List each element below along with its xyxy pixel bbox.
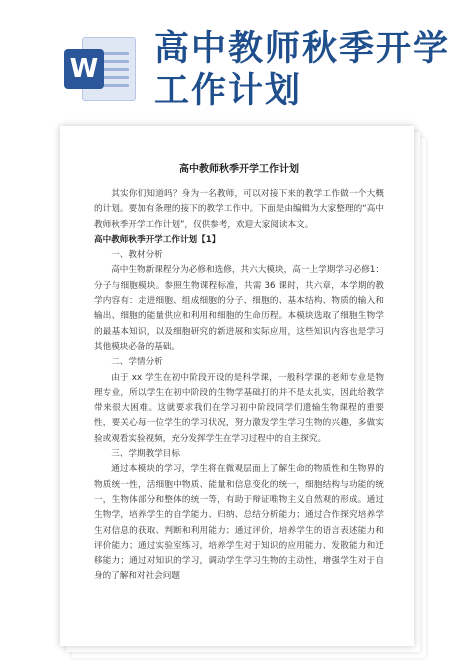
document-title: 高中教师秋季开学工作计划 (179, 164, 299, 175)
section-heading: 一、教材分析 (111, 250, 163, 261)
word-document-icon (58, 33, 138, 103)
word-logo-tile: W (64, 49, 104, 89)
banner-title-line-1: 高中教师秋季开学 (154, 29, 451, 69)
section-heading: 二、学情分析 (111, 357, 163, 368)
section-heading: 三、学期教学目标 (111, 449, 180, 460)
document-page (60, 126, 414, 646)
document-content (94, 160, 384, 585)
section-body: 由于 xx 学生在初中阶段开设的是科学课，一般科学课的老师专业是物理专业，所以学生在初中阶段的生物学基础打的并不是太扎实，因此给教学带来很大困难。这就要求我们在学习初中阶段同学们遗输生物课程的重要性，要关心每一位学生的学习状况，努力激发学生学习生物的兴趣，多做实验或观看实验视频，充分发挥学生在学习过程中的自主探究。 (94, 372, 384, 444)
section-body: 高中生物新课程分为必修和选修，共六大模块，高一上学期学习必修1：分子与细胞模块。参照生物课程标准，共需 36 课时，共六章，本学期的教学内容有：走进细胞、组成细胞的分子、细胞的、基本结构、物质的输入和输出、细胞的能量供应和利用和细胞的生命历程。本模块选取了细胞生物学的最基本知识，以及细胞研究的新进展和实际应用，这些知识内容也是学习其他模块必备的基础。 (94, 265, 384, 352)
section-body: 通过本模块的学习，学生将在微观层面上了解生命的物质性和生物界的物质统一性，活细胞中物质、能量和信息变化的统一，细胞结构与功能的统一，生物体部分和整体的统一等，有助于辩证唯物主义自然观的形成。通过生物学，培养学生的自学能力、归纳、总结分析能力；通过合作探究培养学生对信息的获取、判断和利用能力；通过评价，培养学生的语言表述能力和评价能力；通过实验室练习，培养学生对于知识的应用能力、发散能力和迁移能力；通过对知识的学习，调动学生学习生物的主动性，增强学生对于自身的了解和对社会问题 (94, 464, 384, 582)
header-banner (0, 0, 474, 130)
banner-title-line-2: 工作计划 (154, 71, 303, 111)
plan-subheading: 高中教师秋季开学工作计划【1】 (94, 234, 221, 245)
intro-paragraph: 其实你们知道吗？身为一名教师，可以对接下来的教学工作做一个大概的计划。要加有条理的接下的教学工作中。下面是由编辑为大家整理的“高中教师秋季开学工作计划”，仅供参考，欢迎大家阅读本文。 (94, 189, 384, 230)
